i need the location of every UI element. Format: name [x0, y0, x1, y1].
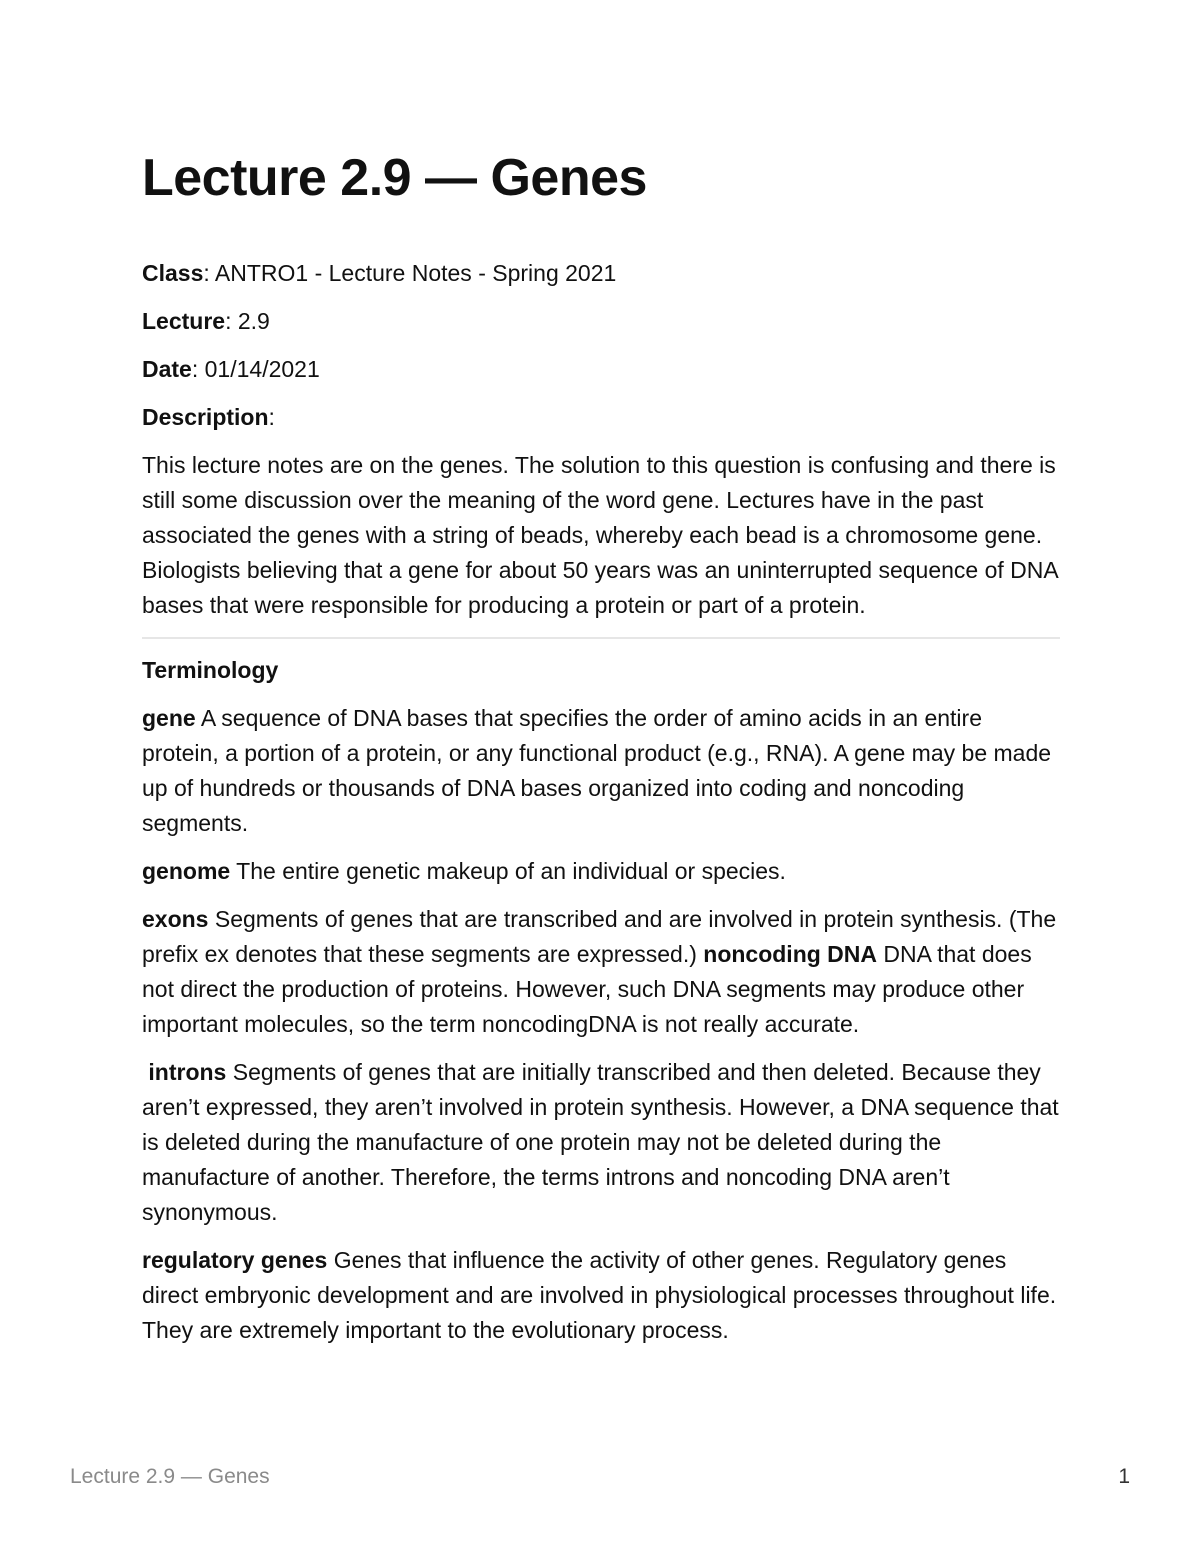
document-body — [142, 256, 1060, 1361]
term-regulatory-genes — [142, 1243, 1060, 1348]
term-gene — [142, 701, 1060, 841]
term-gene-label: gene — [142, 705, 196, 731]
meta-lecture: Lecture: 2.9 — [142, 308, 270, 334]
term-introns-definition: Segments of genes that are initially transcribed and then deleted. Because they aren’t expressed, they aren’t involved in protein synthesis. However, a DNA sequence that is deleted during the manufacture of one protein may not be deleted during the manufacture of another. Therefore, the terms introns and noncoding DNA aren’t synonymous. — [142, 1059, 1059, 1225]
meta-date-label: Date — [142, 356, 192, 382]
term-genome-label: genome — [142, 858, 231, 884]
term-noncoding-label: noncoding DNA — [703, 941, 878, 967]
term-regulatory-definition: Genes that influence the activity of other genes. Regulatory genes direct embryonic development and are involved in physiological processes throughout life. They are extremely important to the evolutionary process. — [142, 1247, 1057, 1343]
term-exons-definition: Segments of genes that are transcribed and are involved in protein synthesis. (The prefix ex denotes that these segments are expressed.) — [142, 906, 1057, 967]
footer-doc-title: Lecture 2.9 — Genes — [70, 1465, 270, 1488]
meta-lecture-value: 2.9 — [237, 308, 270, 334]
meta-class-label: Class — [142, 260, 204, 286]
meta-class: Class: ANTRO1 - Lecture Notes - Spring 2021 — [142, 260, 617, 286]
meta-date-value: 01/14/2021 — [204, 356, 320, 382]
meta-lecture-label: Lecture — [142, 308, 226, 334]
term-regulatory-label: regulatory genes — [142, 1247, 328, 1273]
meta-description-label: Description — [142, 404, 269, 430]
description-text: This lecture notes are on the genes. The solution to this question is confusing and there is still some discussion over the meaning of the word gene. Lectures have in the past associated the genes with a string of beads, whereby each bead is a chromosome gene. Biologists believing that a gene for about 50 years was an uninterrupted sequence of DNA bases that were responsible for producing a protein or part of a protein. — [142, 452, 1058, 618]
term-gene-definition: A sequence of DNA bases that specifies the order of amino acids in an entire protein, a portion of a protein, or any functional product (e.g., RNA). A gene may be made up of hundreds or thousands of DNA bases organized into coding and noncoding segments. — [142, 705, 1052, 836]
meta-class-value: ANTRO1 - Lecture Notes - Spring 2021 — [214, 260, 617, 286]
term-genome-definition: The entire genetic makeup of an individual or species. — [236, 858, 786, 884]
meta-date: Date: 01/14/2021 — [142, 356, 320, 382]
term-exons-label: exons — [142, 906, 209, 932]
footer-page-number: 1 — [1118, 1465, 1130, 1488]
term-exons — [142, 902, 1060, 1042]
terminology-heading: Terminology — [142, 657, 279, 683]
page-title: Lecture 2.9 — Genes — [142, 149, 647, 207]
section-divider — [142, 637, 1060, 639]
meta-description: Description: — [142, 404, 275, 430]
term-noncoding-definition: DNA that does not direct the production of proteins. However, such DNA segments may produce other important molecules, so the term noncodingDNA is not really accurate. — [142, 941, 1032, 1037]
term-introns — [142, 1055, 1060, 1230]
term-genome — [142, 854, 1060, 889]
term-introns-label: introns — [148, 1059, 227, 1085]
